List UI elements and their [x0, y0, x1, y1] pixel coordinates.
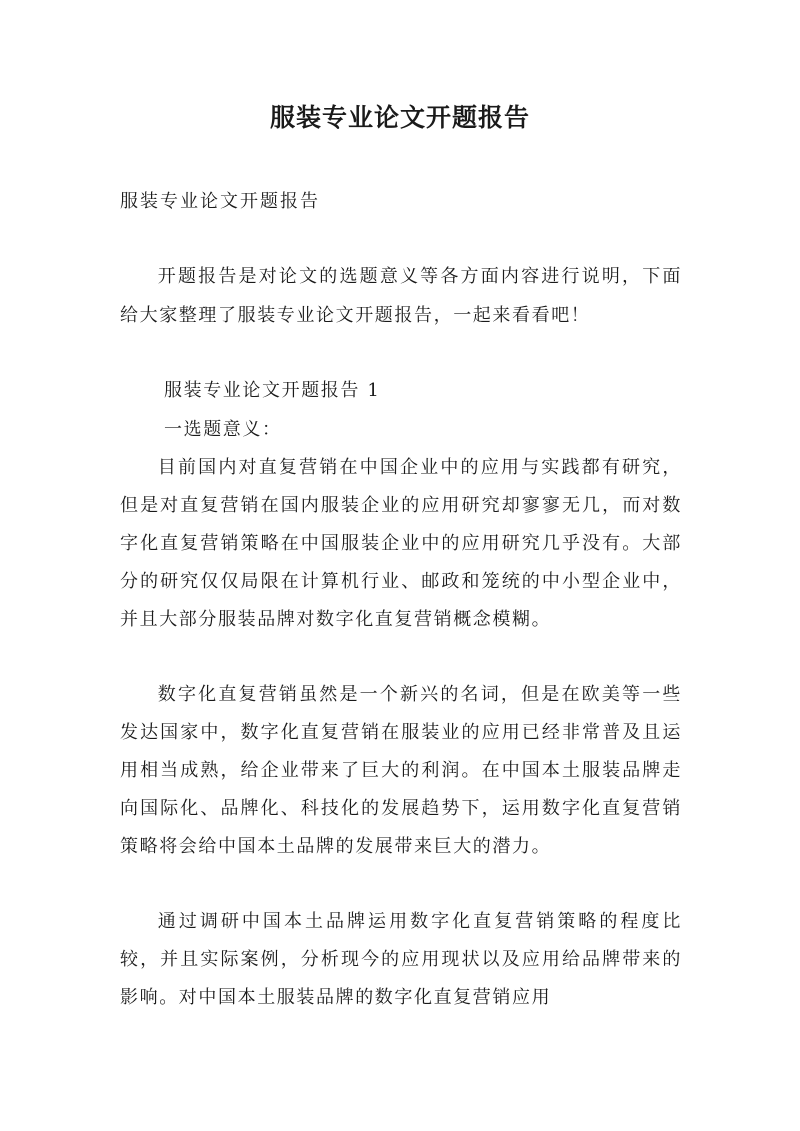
body-paragraph: 目前国内对直复营销在中国企业中的应用与实践都有研究，但是对直复营销在国内服装企业的应用研究却寥寥无几，而对数字化直复营销策略在中国服装企业中的应用研究几乎没有。大部分的研究仅仅局限在计算机行业、邮政和笼统的中小型企业中，并且大部分服装品牌对数字化直复营销概念模糊。	[120, 457, 682, 630]
intro-paragraph: 开题报告是对论文的选题意义等各方面内容进行说明，下面给大家整理了服装专业论文开题报告，一起来看看吧！	[120, 266, 682, 326]
section-heading: 服装专业论文开题报告 1	[164, 380, 381, 401]
body-paragraph: 数字化直复营销虽然是一个新兴的名词，但是在欧美等一些发达国家中，数字化直复营销在服装业的应用已经非常普及且运用相当成熟，给企业带来了巨大的利润。在中国本土服装品牌走向国际化、品牌化、科技化的发展趋势下，运用数字化直复营销策略将会给中国本土品牌的发展带来巨大的潜力。	[120, 684, 682, 857]
body-paragraph: 通过调研中国本土品牌运用数字化直复营销策略的程度比较，并且实际案例，分析现今的应用现状以及应用给品牌带来的影响。对中国本土服装品牌的数字化直复营销应用	[120, 911, 682, 1008]
section-label: 一选题意义：	[164, 419, 282, 440]
document-subtitle: 服装专业论文开题报告	[120, 191, 320, 212]
document-title: 服装专业论文开题报告	[269, 103, 530, 132]
